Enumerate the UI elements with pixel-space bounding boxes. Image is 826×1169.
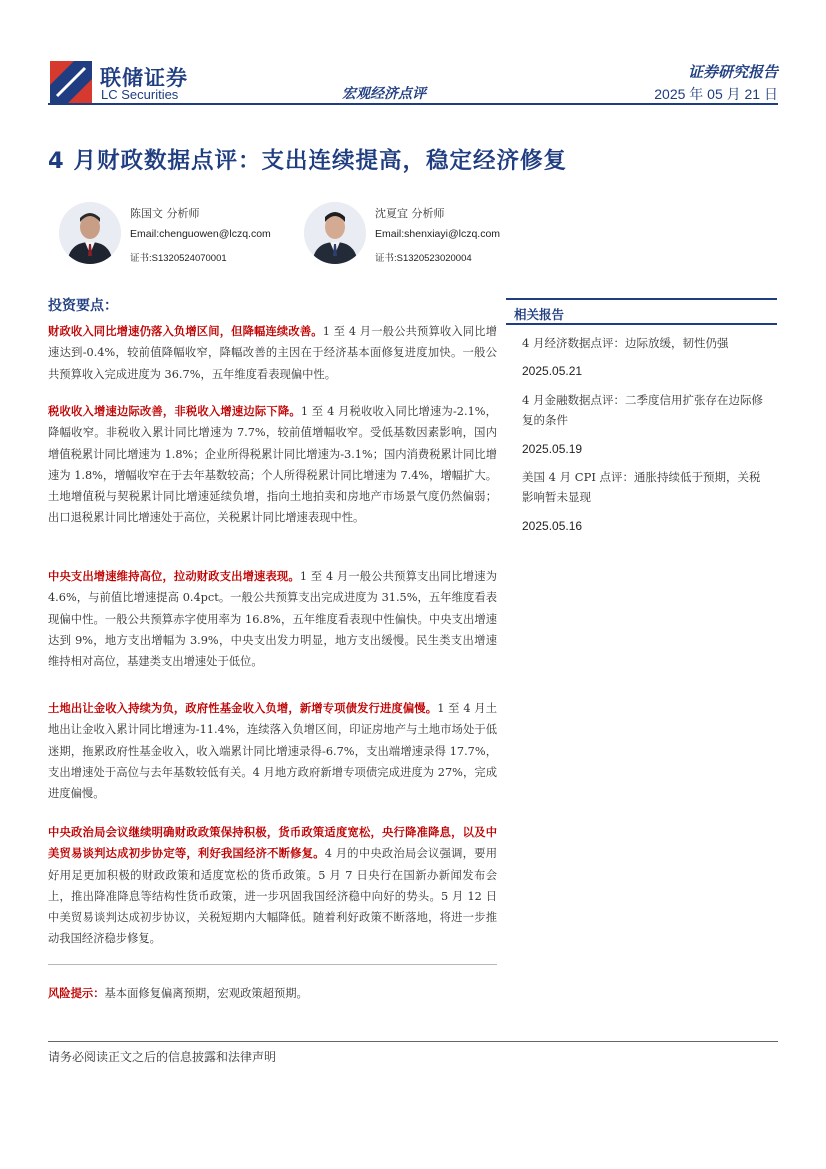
highlight-lead: 中央支出增速维持高位，拉动财政支出增速表现。: [48, 569, 300, 583]
related-report-title[interactable]: 4 月金融数据点评：二季度信用扩张存在边际修复的条件: [522, 393, 763, 427]
highlight-paragraph: [48, 698, 497, 804]
risk-text: 基本面修复偏离预期，宏观政策超预期。: [104, 987, 308, 1000]
highlight-paragraph: [48, 401, 497, 529]
related-report-title[interactable]: 4 月经济数据点评：边际放缓，韧性仍强: [522, 336, 729, 350]
highlight-lead: 中央政治局会议继续明确财政政策保持积极，货币政策适度宽松，央行降准降息，以及中美贸易谈判达成初步协定等，利好我国经济不断修复。: [48, 825, 497, 861]
main-divider: [48, 964, 497, 965]
company-name-en: LC Securities: [101, 87, 179, 102]
highlight-lead: 土地出让金收入持续为负，政府性基金收入负增，新增专项债发行进度偏慢。: [48, 701, 438, 715]
related-report-date: 2025.05.16: [522, 519, 583, 533]
analyst-certificate: 证书:S1320524070001: [130, 253, 227, 264]
company-name-cn: 联储证券: [100, 66, 188, 90]
analyst-certificate: 证书:S1320523020004: [375, 253, 472, 264]
report-section: 宏观经济点评: [342, 86, 426, 102]
analyst-name: 沈夏宜 分析师: [375, 207, 445, 220]
highlight-paragraph: [48, 321, 497, 385]
related-reports-heading: 相关报告: [514, 307, 565, 322]
analyst-name: 陈国文 分析师: [130, 207, 200, 220]
risk-label: 风险提示：: [48, 986, 105, 1000]
related-report-date: 2025.05.19: [522, 442, 583, 456]
risk-warning: [48, 985, 308, 1001]
highlight-lead: 财政收入同比增速仍落入负增区间，但降幅连续改善。: [48, 324, 323, 338]
report-type: 证券研究报告: [687, 63, 778, 81]
highlight-body: 1 至 4 月一般公共预算收入同比增速达到-0.4%，较前值降幅收窄，降幅改善的主因在于经济基本面修复进度加快。一般公共预算收入完成进度为 36.7%，五年维度看表现偏中性。: [48, 325, 497, 381]
highlight-paragraph: [48, 822, 497, 950]
highlights-heading: 投资要点：: [48, 298, 118, 314]
page-title: 4 月财政数据点评：支出连续提高，稳定经济修复: [48, 148, 567, 174]
highlight-body: 1 至 4 月土地出让金收入累计同比增速为-11.4%，连续落入负增区间，印证房地产与土地市场处于低迷期，拖累政府性基金收入，收入端累计同比增速录得-6.7%，支出端增速录得 17.7%，支出增速处于高位与去年基数较低有关。4 月地方政府新增专项债完成进度为 27%，完成进度偏慢。: [48, 702, 497, 801]
highlight-paragraph: [48, 566, 497, 672]
analyst-email[interactable]: Email:chenguowen@lczq.com: [130, 228, 271, 240]
highlight-body: 4 月的中央政治局会议强调，要用好用足更加积极的财政政策和适度宽松的货币政策。5 月 7 日央行在国新办新闻发布会上，推出降准降息等结构性货币政策，进一步巩固我国经济稳中向好的势头。5 月 12 日中美贸易谈判达成初步协议，关税短期内大幅降低。随着利好政策不断落地，将进一步推动我国经济稳步修复。: [48, 847, 497, 946]
report-date: 2025 年 05 月 21 日: [654, 86, 778, 102]
related-report-title[interactable]: 美国 4 月 CPI 点评：通胀持续低于预期，关税影响暂未显现: [522, 470, 761, 504]
highlight-body: 1 至 4 月一般公共预算支出同比增速为 4.6%，与前值比增速提高 0.4pct。一般公共预算支出完成进度为 31.5%，五年维度看表现偏中性。一般公共预算赤字使用率为 16.8%，五年维度看表现中性偏快。中央支出增速达到 9%，地方支出增幅为 3.9%，中央支出发力明显，地方支出缓慢。民生类支出增速维持相对高位，基建类支出增速处于低位。: [48, 570, 497, 669]
related-report-date: 2025.05.21: [522, 364, 583, 378]
sidebar-top-rule: [506, 298, 777, 300]
sidebar-heading-rule: [506, 323, 777, 325]
analyst-email[interactable]: Email:shenxiayi@lczq.com: [375, 228, 501, 240]
highlight-body: 1 至 4 月税收收入同比增速为-2.1%，降幅收窄。非税收入累计同比增速为 7.7%，较前值增幅收窄。受低基数因素影响，国内增值税累计同比增速为 1.8%；企业所得税累计同比增速为-3.1%；国内消费税累计同比增速为 1.8%，增幅收窄在于去年基数较高；个人所得税累计同比增速为 7.4%，增幅扩大。土地增值税与契税累计同比增速延续负增，指向土地拍卖和房地产市场景气度仍然偏弱；出口退税累计同比增速处于高位，关税累计同比增速表现中性。: [48, 405, 497, 525]
analyst-avatar: [59, 202, 121, 264]
footer-divider: [48, 1041, 778, 1042]
company-logo: [50, 61, 92, 103]
analyst-avatar: [304, 202, 366, 264]
highlight-lead: 税收收入增速边际改善，非税收入增速边际下降。: [48, 404, 301, 418]
header-divider: [48, 103, 778, 105]
footer-disclaimer: 请务必阅读正文之后的信息披露和法律声明: [48, 1050, 277, 1064]
